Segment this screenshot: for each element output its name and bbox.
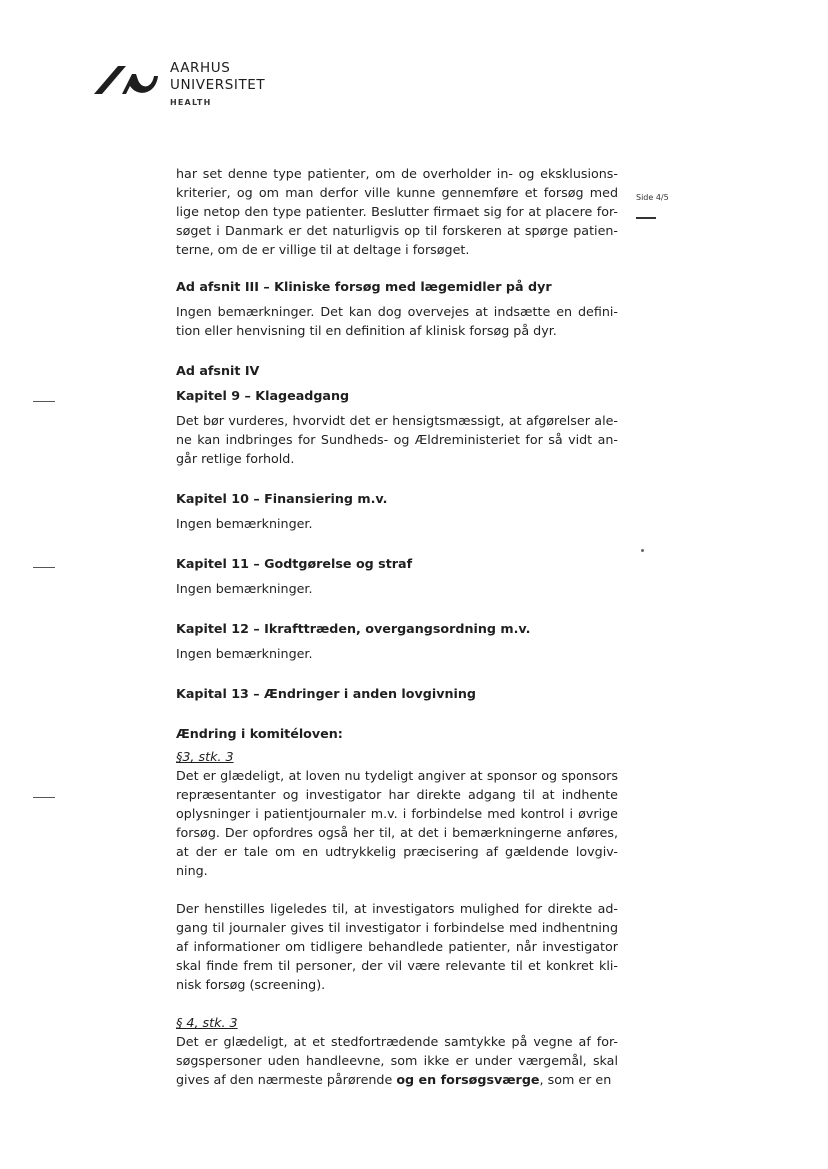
reference-text-part: Det er glædeligt, at et stedfortrædende samtykke på vegne af for-søgspersoner uden handleevne, som ikke er under værgemål, skal gives af den nærmeste pårørende — [176, 1034, 618, 1087]
chapter-heading: Kapitel 10 – Finansiering m.v. — [176, 491, 388, 506]
reference-text — [176, 1032, 618, 1089]
section-heading: Ad afsnit III – Kliniske forsøg med lægemidler på dyr — [176, 279, 552, 294]
intro-paragraph: har set denne type patienter, om de overholder in- og eksklusions-kriterier, og om man derfor ville kunne gennemføre et forsøg med lige netop den type patienter. Beslutter firmaet sig for at placere for-søget i Danmark er det naturligvis op til forskeren at spørge patien-terne, om de er villige til at deltage i forsøget. — [176, 166, 618, 257]
scan-speck — [641, 549, 644, 552]
fold-mark — [33, 797, 55, 798]
paragraph-reference: §3, stk. 3 — [176, 749, 234, 764]
section-heading: Ad afsnit IV — [176, 363, 260, 378]
logo-line-aarhus: AARHUS — [170, 60, 231, 76]
chapter-heading: Kapitel 9 – Klageadgang — [176, 388, 350, 403]
letter-body — [176, 164, 618, 1089]
reference-text-part: , som er en — [539, 1072, 612, 1087]
chapter-text: Ingen bemærkninger. — [176, 516, 313, 531]
chapter-text: Det bør vurderes, hvorvidt det er hensigtsmæssigt, at afgørelser ale-ne kan indbringes for Sundheds- og Ældreministeriet for så vidt an-går retlige forhold. — [176, 413, 618, 466]
logo-line-health: HEALTH — [170, 98, 212, 107]
paragraph-reference: § 4, stk. 3 — [176, 1015, 238, 1030]
chapter-heading: Kapitel 12 – Ikrafttræden, overgangsordning m.v. — [176, 621, 531, 636]
chapter-text: Ingen bemærkninger. — [176, 581, 313, 596]
fold-mark — [33, 401, 55, 402]
side-rule — [636, 217, 656, 219]
chapter-heading: Kapitel 11 – Godtgørelse og straf — [176, 556, 413, 571]
section-text: Ingen bemærkninger. Det kan dog overvejes at indsætte en defini-tion eller henvisning til en definition af klinisk forsøg på dyr. — [176, 304, 618, 338]
logo-line-universitet: UNIVERSITET — [170, 77, 266, 93]
chapter-text: Ingen bemærkninger. — [176, 646, 313, 661]
reference-text: Det er glædeligt, at loven nu tydeligt angiver at sponsor og sponsors repræsentanter og investigator har direkte adgang til at indhente oplysninger i patientjournaler m.v. i forbindelse med kontrol i øvrige forsøg. Der opfordres også her til, at det i bemærkningerne anføres, at der er tale om en udtrykkelig præcisering af gældende lovgiv-ning. — [176, 768, 618, 878]
fold-mark — [33, 567, 55, 568]
change-heading: Ændring i komitéloven: — [176, 726, 343, 741]
au-logo-icon — [92, 60, 160, 98]
reference-text-bold: og en forsøgsværge — [396, 1072, 540, 1087]
chapter-heading: Kapital 13 – Ændringer i anden lovgivning — [176, 686, 476, 701]
page-number: Side 4/5 — [636, 193, 669, 202]
aarhus-university-logo — [92, 58, 282, 118]
reference-text: Der henstilles ligeledes til, at investigators mulighed for direkte ad-gang til journaler gives til investigator i forbindelse med indhentning af informationer om tidligere behandlede patienter, når investigator skal finde frem til personer, der vil være relevante til et konkret kli-nisk forsøg (screening). — [176, 901, 618, 992]
